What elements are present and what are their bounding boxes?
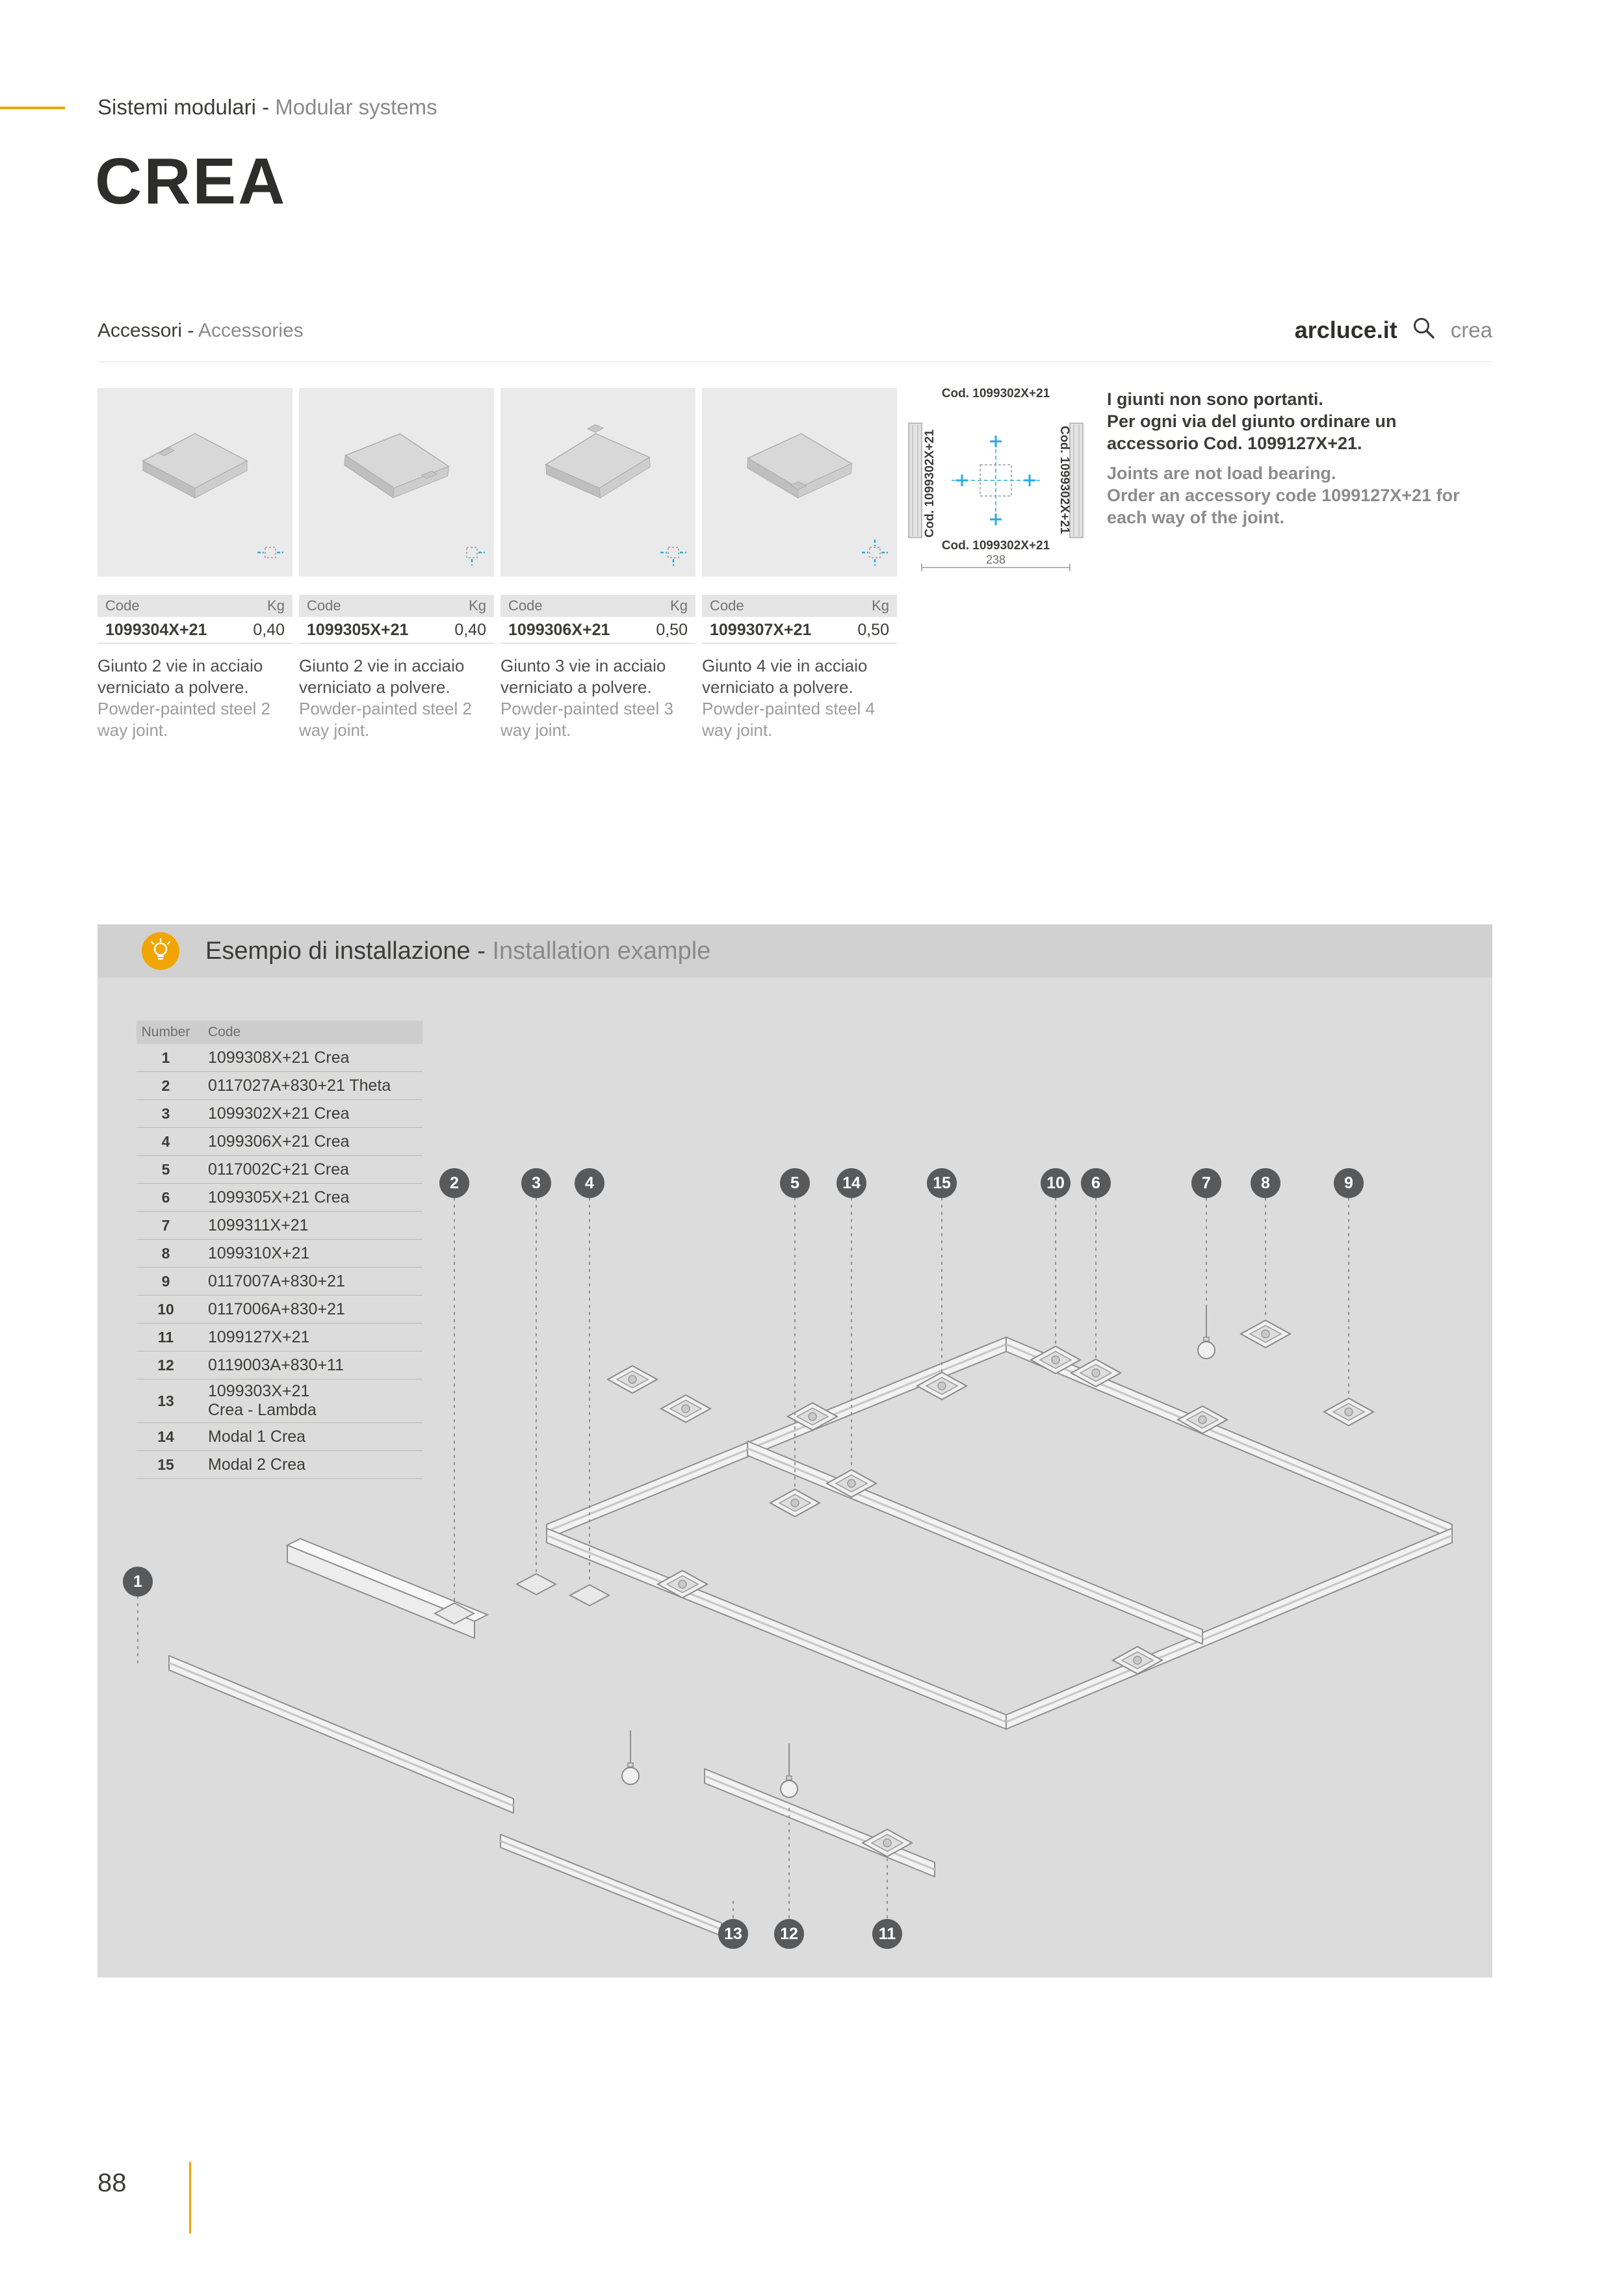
diagram-badge-4: 4 [575,1168,604,1198]
part-number: 3 [161,1104,170,1122]
product-code: 1099306X+21 [508,620,610,639]
right-rail [1070,423,1083,538]
diagram-badge-10: 10 [1041,1168,1071,1198]
parts-table [136,1021,422,1479]
part-number: 12 [157,1356,174,1374]
note-english-line: Joints are not load bearing. [1107,463,1336,483]
search-term: crea [1450,317,1492,342]
description-english: Powder-painted steel 3 way joint. [500,699,673,740]
product-photo-3way-joint [500,388,695,577]
note-italian-line: I giunti non sono portanti. [1107,389,1323,409]
cod-label-right: Cod. 1099302X+21 [1058,426,1071,534]
parts-table-header [136,1021,422,1044]
diagram-badge-2: 2 [439,1168,469,1198]
diagram-badge-13: 13 [718,1919,748,1949]
product-weight: 0,40 [454,620,486,639]
table-row [136,1423,422,1451]
table-row [136,1451,422,1479]
part-code: 1099305X+21 Crea [208,1188,350,1207]
part-code [195,1379,317,1422]
kg-column-header: Kg [670,597,688,614]
installation-title-italian: Esempio di installazione - [205,937,493,965]
top-accent-line [0,107,65,109]
diagram-badge-12: 12 [774,1919,804,1949]
product-card [299,388,494,741]
part-number: 2 [161,1076,170,1094]
diagram-badge-14: 14 [837,1168,866,1198]
product-description [97,655,292,741]
table-row [136,1184,422,1212]
product-card [97,388,292,741]
table-row [136,1268,422,1296]
kg-column-header: Kg [267,597,285,614]
code-column-header: Code [508,597,543,614]
table-row [136,1296,422,1324]
driver-box [287,1539,487,1638]
note-italian-line: Per ogni via del giunto ordinare un [1107,411,1397,431]
product-weight: 0,40 [253,620,285,639]
diagram-badge-8: 8 [1251,1168,1280,1198]
part-number: 1 [161,1049,170,1066]
spec-table-row [97,617,292,644]
part-number: 7 [161,1216,170,1234]
part-number: 11 [157,1328,174,1346]
joint-plates [435,1574,609,1624]
part-code: 1099310X+21 [208,1244,310,1262]
part-number: 13 [157,1392,174,1409]
spec-table-header [702,595,897,617]
code-column-header: Code [208,1024,241,1039]
page-title: CREA [95,145,287,218]
note-english-line: each way of the joint. [1107,508,1285,527]
code-column-header: Code [710,597,744,614]
part-code: 1099311X+21 [208,1216,309,1234]
product-code: 1099307X+21 [710,620,812,639]
part-code: 0119003A+830+11 [208,1355,344,1374]
joint-3way-icon [659,538,688,570]
part-number: 8 [161,1244,170,1262]
part-number: 15 [157,1455,174,1473]
description-italian: Giunto 2 vie in acciaio verniciato a polvere. [97,656,263,697]
product-description [702,655,897,741]
part-code: Modal 1 Crea [208,1427,306,1446]
table-row [136,1156,422,1184]
description-italian: Giunto 4 vie in acciaio verniciato a polvere. [702,656,868,697]
part-code: 1099127X+21 [208,1327,310,1346]
header-divider [97,361,1492,362]
magnifier-icon [1412,316,1436,344]
description-english: Powder-painted steel 4 way joint. [702,699,875,740]
table-row [136,1351,422,1379]
table-row [136,1128,422,1156]
diagram-badge-15: 15 [927,1168,957,1198]
description-italian: Giunto 3 vie in acciaio verniciato a polvere. [500,656,666,697]
part-code: 1099302X+21 Crea [208,1104,350,1123]
part-code-line1: 1099303X+21 [208,1382,310,1400]
diagram-badge-11: 11 [872,1919,902,1949]
joint-technical-diagram [906,385,1085,578]
table-row [136,1044,422,1072]
table-row [136,1324,422,1351]
part-code: Modal 2 Crea [208,1455,306,1474]
spec-table-header [500,595,695,617]
part-code: 0117006A+830+21 [208,1299,345,1318]
table-row [136,1072,422,1100]
joint-2way-corner-icon [458,538,486,570]
product-description [299,655,494,741]
part-code: 0117007A+830+21 [208,1272,345,1290]
number-column-header: Number [141,1024,190,1039]
diagram-badge-1: 1 [123,1567,153,1597]
part-number: 4 [161,1132,170,1150]
diagram-badge-9: 9 [1334,1168,1364,1198]
cod-label-left: Cod. 1099302X+21 [923,429,937,538]
part-number: 14 [157,1428,174,1445]
note-italian-line: accessorio Cod. 1099127X+21. [1107,434,1362,453]
spec-table-row [702,617,897,644]
footer-accent-line [189,2162,191,2234]
table-row [136,1212,422,1240]
installation-title-english: Installation example [492,937,711,965]
brand-name: arcluce.it [1294,316,1397,343]
installation-example-section [97,924,1492,1977]
kg-column-header: Kg [469,597,486,614]
part-code: 1099306X+21 Crea [208,1132,350,1151]
left-rail [909,423,922,538]
part-code: 0117027A+830+21 Theta [208,1076,391,1095]
cod-label-bottom: Cod. 1099302X+21 [941,539,1050,553]
spec-table-header [97,595,292,617]
product-weight: 0,50 [857,620,889,639]
table-row [136,1240,422,1268]
joint-2way-line-icon [256,538,285,570]
diagram-badge-5: 5 [780,1168,810,1198]
breadcrumb-english: Modular systems [275,95,437,119]
spec-table-row [299,617,494,644]
joint-4way-icon [861,538,889,570]
description-italian: Giunto 2 vie in acciaio verniciato a polvere. [299,656,465,697]
part-number: 10 [157,1300,174,1318]
description-english: Powder-painted steel 2 way joint. [97,699,270,740]
part-code-line2: Crea - Lambda [208,1401,317,1419]
diagram-badge-7: 7 [1191,1168,1221,1198]
product-photo-2way-joint [97,388,292,577]
description-english: Powder-painted steel 2 way joint. [299,699,472,740]
accessories-label-english: Accessories [198,320,304,341]
spec-table-header [299,595,494,617]
cod-label-top: Cod. 1099302X+21 [941,387,1050,400]
breadcrumb-italian: Sistemi modulari - [97,95,276,119]
code-column-header: Code [105,597,140,614]
part-code: 1099308X+21 Crea [208,1048,350,1067]
part-number: 5 [161,1160,170,1178]
product-description [500,655,695,741]
diagram-badge-3: 3 [521,1168,551,1198]
part-code: 0117002C+21 Crea [208,1160,350,1179]
kg-column-header: Kg [872,597,889,614]
note-english-line: Order an accessory code 1099127X+21 for [1107,486,1460,505]
product-photo-2way-corner-joint [299,388,494,577]
brand-search-row [1295,316,1492,344]
accessories-label-italian: Accessori - [97,320,199,341]
product-photo-4way-joint [702,388,897,577]
product-code: 1099304X+21 [105,620,207,639]
spec-table-row [500,617,695,644]
part-number: 9 [161,1272,170,1290]
accessories-heading [97,320,304,342]
product-weight: 0,50 [656,620,688,639]
product-code: 1099305X+21 [307,620,409,639]
part-number: 6 [161,1188,170,1206]
table-row [136,1379,422,1423]
product-card [702,388,897,741]
diagram-badge-6: 6 [1081,1168,1111,1198]
table-row [136,1100,422,1128]
dimension-value: 238 [985,553,1006,566]
code-column-header: Code [307,597,341,614]
product-card [500,388,695,741]
breadcrumb [97,95,437,120]
page-number: 88 [97,2169,127,2197]
joint-note [1107,388,1497,528]
